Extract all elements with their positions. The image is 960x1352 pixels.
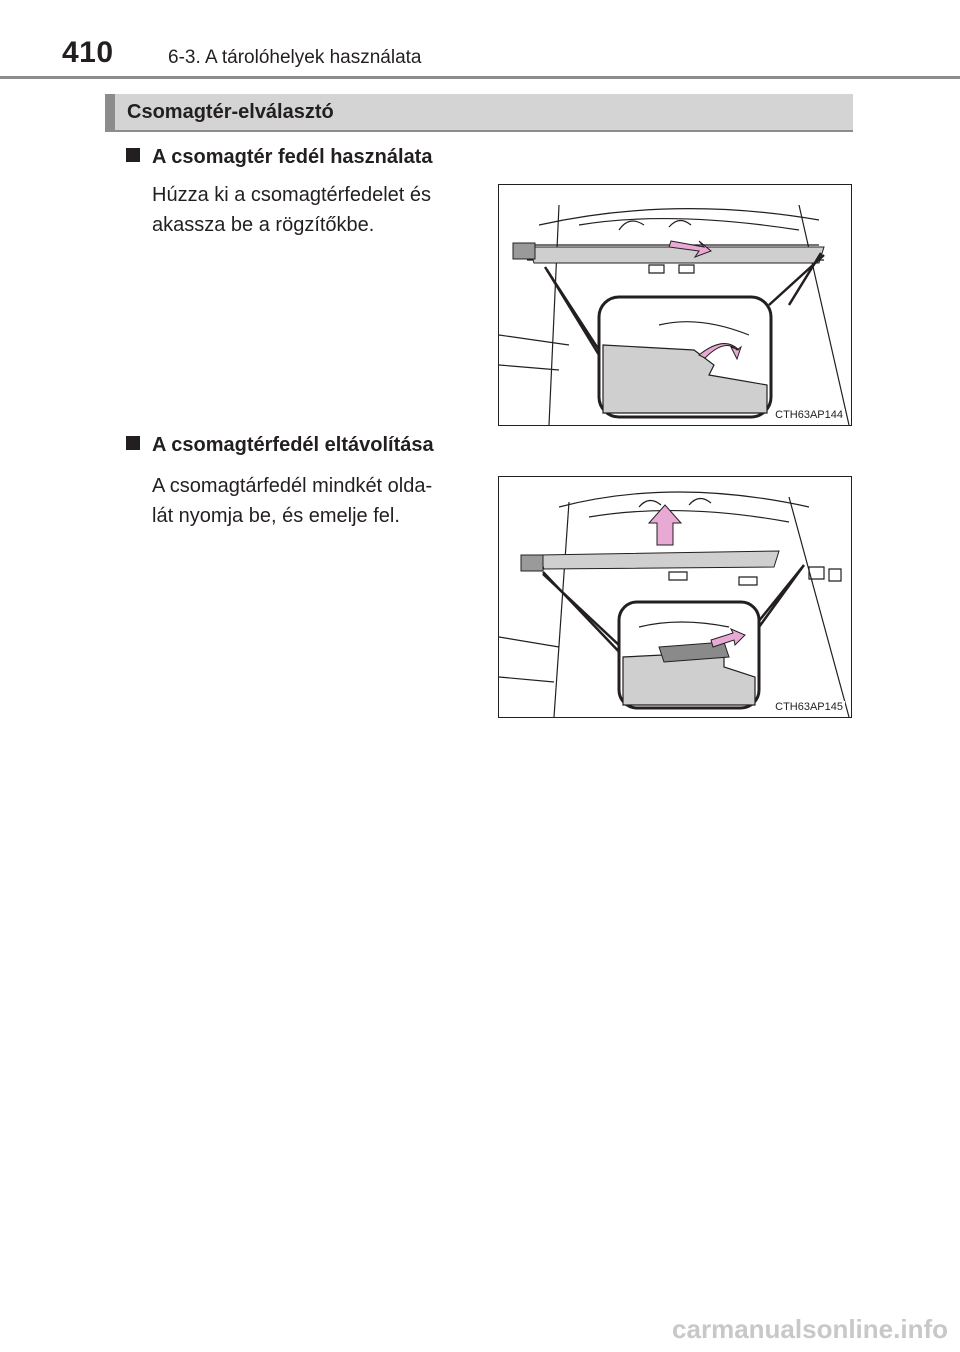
- figure-2: [498, 476, 852, 718]
- section-title-bar: [105, 94, 853, 132]
- subheading-1: [126, 146, 432, 169]
- subheading-2-text: A csomagtérfedél eltávolítása: [152, 434, 434, 456]
- subheading-2: [126, 434, 434, 457]
- body-text-2-line-2: lát nyomja be, és emelje fel.: [152, 505, 400, 527]
- body-text-1-line-1: Húzza ki a csomagtérfedelet és: [152, 184, 432, 206]
- body-text-2: [152, 471, 482, 531]
- body-text-1-line-2: akassza be a rögzítőkbe.: [152, 214, 375, 236]
- watermark-link[interactable]: carmanualsonline.info: [672, 1314, 948, 1344]
- figure-1-code: CTH63AP144: [775, 409, 843, 421]
- subheading-1-text: A csomagtér fedél használata: [152, 146, 433, 168]
- running-head: 6-3. A tárolóhelyek használata: [168, 47, 422, 68]
- figure-1: [498, 184, 852, 426]
- body-text-2-line-1: A csomagtárfedél mindkét olda-: [152, 475, 433, 497]
- figure-2-code: CTH63AP145: [775, 701, 843, 713]
- section-title: Csomagtér-elválasztó: [127, 101, 334, 123]
- body-text-1: [152, 180, 482, 240]
- header-rule: [0, 76, 960, 79]
- figure-2-illustration: [499, 477, 852, 718]
- bullet-square-icon: [126, 436, 140, 450]
- figure-1-illustration: [499, 185, 852, 426]
- bullet-square-icon: [126, 148, 140, 162]
- page-number: 410: [62, 36, 114, 69]
